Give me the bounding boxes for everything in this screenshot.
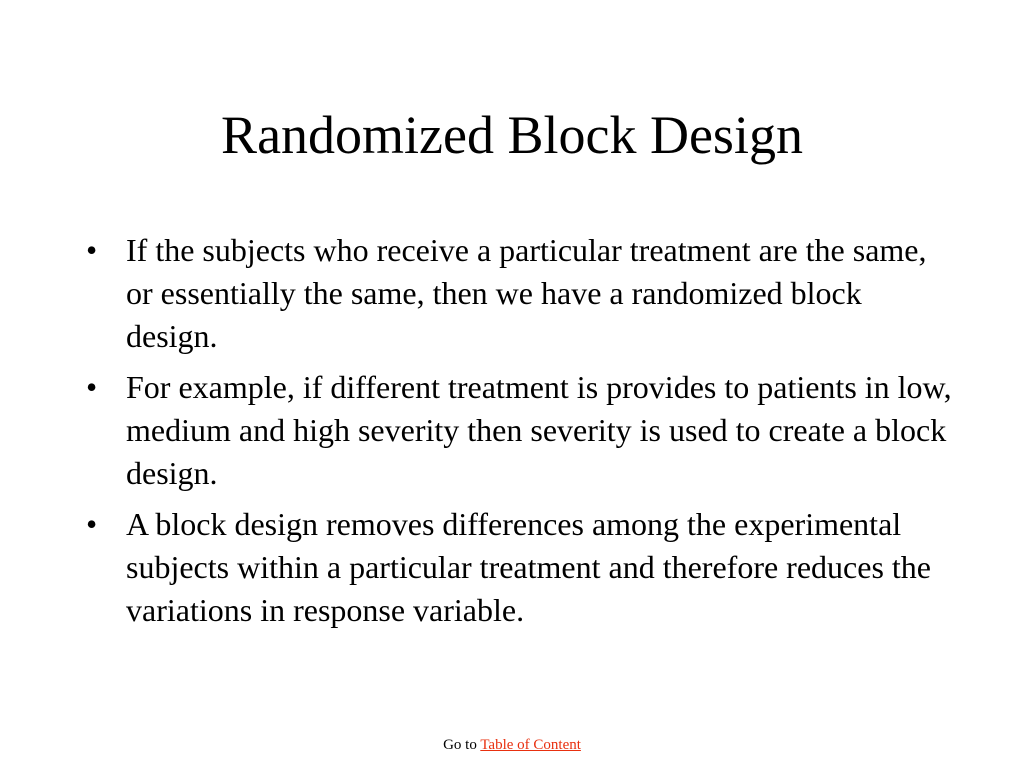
bullet-item: [86, 503, 956, 632]
slide-title: Randomized Block Design: [221, 105, 803, 165]
bullet-list: [86, 229, 956, 640]
bullet-item: [86, 366, 956, 495]
table-of-content-link[interactable]: Table of Content: [480, 737, 581, 753]
bullet-icon: •: [86, 506, 98, 542]
footer-prefix: Go to: [443, 737, 481, 753]
bullet-text: For example, if different treatment is provides to patients in low, medium and high severity then severity is used to create a block design.: [126, 369, 952, 491]
bullet-icon: •: [86, 232, 98, 268]
footer-nav: [0, 735, 1024, 755]
bullet-text: A block design removes differences among the experimental subjects within a particular treatment and therefore reduces the variations in response variable.: [126, 506, 931, 628]
bullet-text: If the subjects who receive a particular treatment are the same, or essentially the same, then we have a randomized block design.: [126, 232, 927, 354]
bullet-item: [86, 229, 956, 358]
bullet-icon: •: [86, 369, 98, 405]
